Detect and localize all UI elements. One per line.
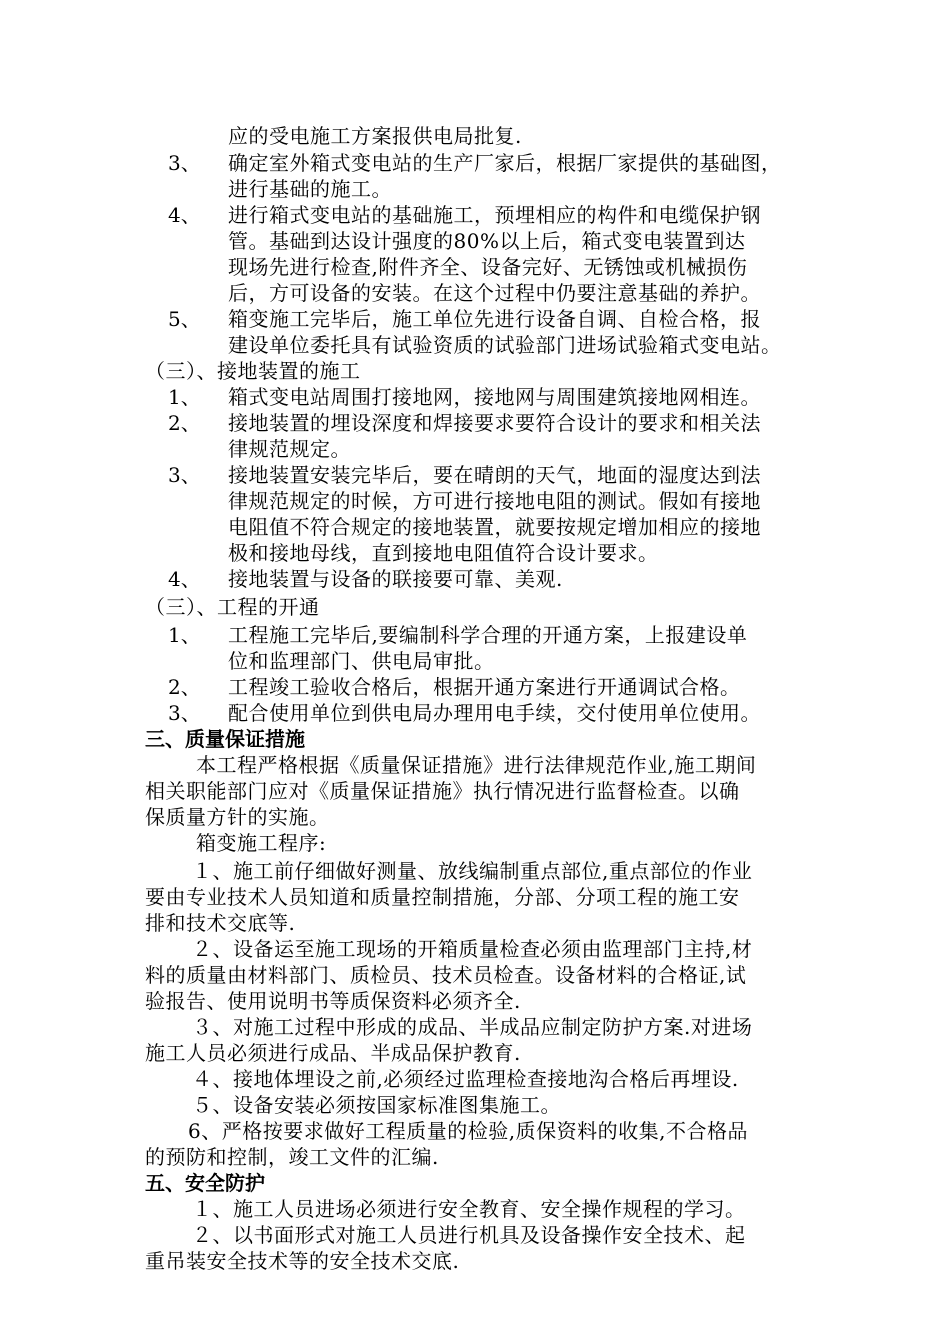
text-line: 排和技术交底等.: [145, 911, 296, 935]
text-line: 6、严格按要求做好工程质量的检验,质保资料的收集,不合格品: [188, 1119, 748, 1143]
text-line: 确定室外箱式变电站的生产厂家后，根据厂家提供的基础图，: [228, 151, 782, 175]
text-line: 配合使用单位到供电局办理用电手续，交付使用单位使用。: [228, 701, 761, 725]
text-line: ２、以书面形式对施工人员进行机具及设备操作安全技术、起: [192, 1223, 746, 1247]
text-line: １、施工前仔细做好测量、放线编制重点部位,重点部位的作业: [192, 859, 753, 883]
text-line: 接地装置与设备的联接要可靠、美观.: [228, 567, 563, 591]
text-line: 工程竣工验收合格后，根据开通方案进行开通调试合格。: [228, 675, 741, 699]
text-line: 接地装置安装完毕后，要在晴朗的天气，地面的湿度达到法: [228, 463, 761, 487]
text-line: ５、设备安装必须按国家标准图集施工。: [192, 1093, 561, 1117]
text-line: 箱式变电站周围打接地网，接地网与周围建筑接地网相连。: [228, 385, 761, 409]
text-line: 保质量方针的实施。: [145, 805, 330, 829]
text-line: １、施工人员进场必须进行安全教育、安全操作规程的学习。: [192, 1197, 746, 1221]
item-number: 4、: [168, 203, 201, 227]
text-line: ３、对施工过程中形成的成品、半成品应制定防护方案.对进场: [192, 1015, 753, 1039]
text-line: 相关职能部门应对《质量保证措施》执行情况进行监督检查。以确: [145, 779, 740, 803]
text-line: 进行箱式变电站的基础施工，预埋相应的构件和电缆保护钢: [228, 203, 761, 227]
text-line: 验报告、使用说明书等质保资料必须齐全.: [145, 989, 521, 1013]
text-line: 要由专业技术人员知道和质量控制措施，分部、分项工程的施工安: [145, 885, 740, 909]
text-line: ４、接地体埋设之前,必须经过监理检查接地沟合格后再埋设.: [192, 1067, 739, 1091]
text-line: 箱变施工完毕后，施工单位先进行设备自调、自检合格，报: [228, 307, 761, 331]
item-number: 5、: [168, 307, 201, 331]
text-line: 本工程严格根据《质量保证措施》进行法律规范作业,施工期间: [196, 753, 757, 777]
text-line: 料的质量由材料部门、质检员、技术员检查。设备材料的合格证,试: [145, 963, 747, 987]
text-line: 电阻值不符合规定的接地装置，就要按规定增加相应的接地: [228, 515, 761, 539]
text-line: 律规范规定。: [228, 437, 351, 461]
text-line: 后，方可设备的安装。在这个过程中仍要注意基础的养护。: [228, 281, 761, 305]
text-line: 位和监理部门、供电局审批。: [228, 649, 495, 673]
item-number: 1、: [168, 385, 201, 409]
text-line: 现场先进行检查,附件齐全、设备完好、无锈蚀或机械损伤: [228, 255, 748, 279]
text-line: 接地装置的埋设深度和焊接要求要符合设计的要求和相关法: [228, 411, 761, 435]
item-number: 2、: [168, 675, 201, 699]
text-line: 箱变施工程序:: [196, 831, 327, 855]
text-line: ２、设备运至施工现场的开箱质量检查必须由监理部门主持,材: [192, 937, 753, 961]
item-number: 3、: [168, 151, 201, 175]
item-number: 4、: [168, 567, 201, 591]
item-number: 2、: [168, 411, 201, 435]
item-number: 1、: [168, 623, 201, 647]
item-number: 3、: [168, 701, 201, 725]
text-line: 应的受电施工方案报供电局批复.: [228, 124, 522, 148]
item-number: 3、: [168, 463, 201, 487]
section-heading: （三）、接地装置的施工: [145, 359, 361, 383]
text-line: 建设单位委托具有试验资质的试验部门进场试验箱式变电站。: [228, 333, 782, 357]
text-line: 律规范规定的时候，方可进行接地电阻的测试。假如有接地: [228, 489, 761, 513]
text-line: 管。基础到达设计强度的80%以上后，箱式变电装置到达: [228, 229, 746, 253]
text-line: 重吊装安全技术等的安全技术交底.: [145, 1249, 460, 1273]
text-line: 极和接地母线，直到接地电阻值符合设计要求。: [228, 541, 659, 565]
text-line: 工程施工完毕后,要编制科学合理的开通方案，上报建设单: [228, 623, 748, 647]
chapter-heading: 五、安全防护: [145, 1171, 265, 1195]
text-line: 施工人员必须进行成品、半成品保护教育.: [145, 1041, 521, 1065]
section-heading: （三）、工程的开通: [145, 595, 320, 619]
text-line: 的预防和控制，竣工文件的汇编.: [145, 1145, 439, 1169]
text-line: 进行基础的施工。: [228, 177, 392, 201]
chapter-heading: 三、质量保证措施: [145, 727, 305, 751]
